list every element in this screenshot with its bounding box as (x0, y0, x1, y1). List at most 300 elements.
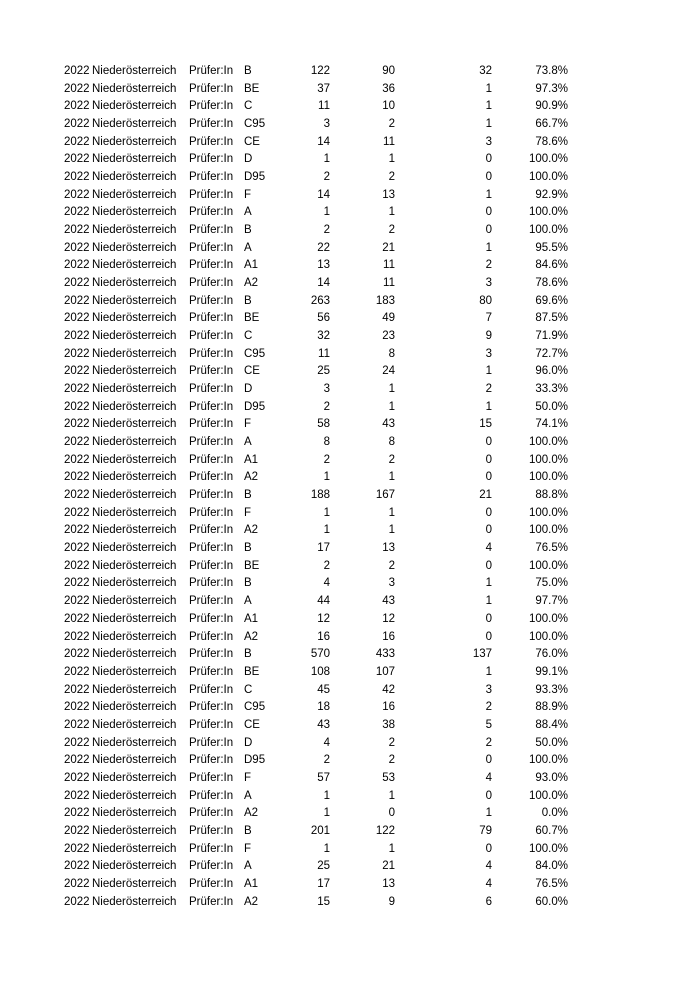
year-cell: 2022 (64, 542, 90, 555)
license-class-cell: A2 (244, 471, 259, 484)
pass-rate-cell: 76.0% (535, 648, 568, 661)
total-count-cell: 263 (310, 294, 330, 307)
role-cell: Prüfer:In (189, 118, 234, 131)
total-count-cell: 2 (323, 754, 330, 767)
total-count-cell: 2 (323, 559, 330, 572)
table-row (0, 646, 700, 664)
total-count-cell: 11 (318, 100, 330, 113)
year-cell: 2022 (64, 224, 90, 237)
region-cell: Niederösterreich (92, 630, 177, 643)
role-cell: Prüfer:In (189, 877, 234, 890)
total-count-cell: 1 (323, 524, 330, 537)
passed-count-cell: 11 (383, 259, 395, 272)
year-cell: 2022 (64, 171, 90, 184)
role-cell: Prüfer:In (189, 559, 234, 572)
passed-count-cell: 1 (388, 506, 395, 519)
failed-count-cell: 1 (485, 365, 492, 378)
total-count-cell: 3 (323, 383, 330, 396)
role-cell: Prüfer:In (189, 612, 234, 625)
license-class-cell: B (244, 824, 252, 837)
role-cell: Prüfer:In (189, 436, 234, 449)
pass-rate-cell: 100.0% (528, 612, 568, 625)
failed-count-cell: 2 (485, 383, 492, 396)
region-cell: Niederösterreich (92, 347, 177, 360)
total-count-cell: 14 (317, 188, 330, 201)
pass-rate-cell: 99.1% (535, 665, 568, 678)
region-cell: Niederösterreich (92, 400, 177, 413)
year-cell: 2022 (64, 665, 90, 678)
license-class-cell: C (244, 683, 253, 696)
failed-count-cell: 0 (485, 436, 492, 449)
table-row (0, 540, 700, 558)
region-cell: Niederösterreich (92, 135, 177, 148)
pass-rate-cell: 93.0% (535, 771, 568, 784)
region-cell: Niederösterreich (92, 489, 177, 502)
table-row (0, 204, 700, 222)
failed-count-cell: 4 (485, 771, 492, 784)
table-row (0, 346, 700, 364)
failed-count-cell: 2 (485, 259, 492, 272)
passed-count-cell: 90 (382, 65, 395, 77)
year-cell: 2022 (64, 771, 90, 784)
passed-count-cell: 43 (382, 595, 395, 608)
pass-rate-cell: 100.0% (528, 506, 568, 519)
passed-count-cell: 107 (375, 665, 395, 678)
pass-rate-cell: 72.7% (535, 347, 568, 360)
role-cell: Prüfer:In (189, 330, 234, 343)
failed-count-cell: 0 (485, 559, 492, 572)
pass-rate-cell: 71.9% (535, 330, 568, 343)
region-cell: Niederösterreich (92, 665, 177, 678)
table-row (0, 469, 700, 487)
total-count-cell: 1 (323, 506, 330, 519)
role-cell: Prüfer:In (189, 453, 234, 466)
table-row (0, 151, 700, 169)
passed-count-cell: 38 (382, 718, 395, 731)
failed-count-cell: 0 (485, 754, 492, 767)
pass-rate-cell: 92.9% (535, 188, 568, 201)
passed-count-cell: 43 (382, 418, 395, 431)
region-cell: Niederösterreich (92, 471, 177, 484)
license-class-cell: D95 (244, 171, 266, 184)
table-row (0, 63, 700, 81)
pass-rate-cell: 100.0% (528, 559, 568, 572)
passed-count-cell: 1 (388, 789, 395, 802)
pass-rate-cell: 78.6% (535, 277, 568, 290)
year-cell: 2022 (64, 736, 90, 749)
pass-rate-cell: 74.1% (535, 418, 568, 431)
failed-count-cell: 4 (485, 860, 492, 873)
failed-count-cell: 0 (485, 842, 492, 855)
pass-rate-cell: 76.5% (535, 877, 568, 890)
total-count-cell: 570 (310, 648, 330, 661)
year-cell: 2022 (64, 453, 90, 466)
passed-count-cell: 21 (382, 241, 395, 254)
passed-count-cell: 183 (375, 294, 395, 307)
role-cell: Prüfer:In (189, 206, 234, 219)
license-class-cell: A2 (244, 277, 259, 290)
role-cell: Prüfer:In (189, 789, 234, 802)
failed-count-cell: 1 (485, 665, 492, 678)
year-cell: 2022 (64, 595, 90, 608)
role-cell: Prüfer:In (189, 135, 234, 148)
region-cell: Niederösterreich (92, 365, 177, 378)
license-class-cell: A (244, 436, 252, 449)
passed-count-cell: 1 (388, 383, 395, 396)
pass-rate-cell: 96.0% (535, 365, 568, 378)
total-count-cell: 58 (317, 418, 330, 431)
total-count-cell: 3 (323, 118, 330, 131)
role-cell: Prüfer:In (189, 100, 234, 113)
year-cell: 2022 (64, 118, 90, 131)
passed-count-cell: 433 (375, 648, 395, 661)
year-cell: 2022 (64, 241, 90, 254)
passed-count-cell: 1 (388, 206, 395, 219)
total-count-cell: 201 (310, 824, 330, 837)
license-class-cell: A1 (244, 453, 259, 466)
role-cell: Prüfer:In (189, 895, 234, 908)
year-cell: 2022 (64, 153, 90, 166)
failed-count-cell: 0 (485, 612, 492, 625)
year-cell: 2022 (64, 842, 90, 855)
passed-count-cell: 13 (382, 542, 395, 555)
total-count-cell: 1 (323, 471, 330, 484)
region-cell: Niederösterreich (92, 807, 177, 820)
failed-count-cell: 2 (485, 736, 492, 749)
license-class-cell: F (244, 418, 252, 431)
region-cell: Niederösterreich (92, 683, 177, 696)
license-class-cell: D (244, 383, 253, 396)
passed-count-cell: 2 (388, 224, 395, 237)
table-row (0, 381, 700, 399)
role-cell: Prüfer:In (189, 277, 234, 290)
role-cell: Prüfer:In (189, 630, 234, 643)
license-class-cell: A1 (244, 612, 259, 625)
role-cell: Prüfer:In (189, 471, 234, 484)
region-cell: Niederösterreich (92, 312, 177, 325)
role-cell: Prüfer:In (189, 824, 234, 837)
total-count-cell: 2 (323, 224, 330, 237)
license-class-cell: F (244, 506, 252, 519)
passed-count-cell: 36 (382, 82, 395, 95)
year-cell: 2022 (64, 860, 90, 873)
passed-count-cell: 42 (382, 683, 395, 696)
pass-rate-cell: 33.3% (535, 383, 568, 396)
license-class-cell: A (244, 206, 252, 219)
passed-count-cell: 16 (382, 630, 395, 643)
failed-count-cell: 0 (485, 453, 492, 466)
role-cell: Prüfer:In (189, 259, 234, 272)
total-count-cell: 13 (317, 259, 330, 272)
passed-count-cell: 3 (388, 577, 395, 590)
passed-count-cell: 2 (388, 754, 395, 767)
failed-count-cell: 1 (485, 807, 492, 820)
license-class-cell: CE (244, 365, 260, 378)
table-row (0, 416, 700, 434)
table-row (0, 293, 700, 311)
role-cell: Prüfer:In (189, 506, 234, 519)
total-count-cell: 2 (323, 400, 330, 413)
region-cell: Niederösterreich (92, 701, 177, 714)
total-count-cell: 25 (317, 365, 330, 378)
total-count-cell: 57 (317, 771, 330, 784)
year-cell: 2022 (64, 895, 90, 908)
year-cell: 2022 (64, 648, 90, 661)
region-cell: Niederösterreich (92, 118, 177, 131)
passed-count-cell: 167 (375, 489, 395, 502)
region-cell: Niederösterreich (92, 824, 177, 837)
pass-rate-cell: 88.9% (535, 701, 568, 714)
pass-rate-cell: 97.3% (535, 82, 568, 95)
passed-count-cell: 13 (382, 188, 395, 201)
pass-rate-cell: 97.7% (535, 595, 568, 608)
table-row (0, 81, 700, 99)
role-cell: Prüfer:In (189, 82, 234, 95)
year-cell: 2022 (64, 418, 90, 431)
year-cell: 2022 (64, 789, 90, 802)
total-count-cell: 14 (317, 135, 330, 148)
region-cell: Niederösterreich (92, 241, 177, 254)
region-cell: Niederösterreich (92, 82, 177, 95)
year-cell: 2022 (64, 577, 90, 590)
passed-count-cell: 11 (383, 277, 395, 290)
table-row (0, 434, 700, 452)
role-cell: Prüfer:In (189, 294, 234, 307)
pass-rate-cell: 60.7% (535, 824, 568, 837)
spreadsheet-page (0, 63, 700, 911)
role-cell: Prüfer:In (189, 701, 234, 714)
license-class-cell: C95 (244, 118, 266, 131)
region-cell: Niederösterreich (92, 612, 177, 625)
failed-count-cell: 3 (485, 347, 492, 360)
failed-count-cell: 0 (485, 789, 492, 802)
failed-count-cell: 21 (479, 489, 492, 502)
year-cell: 2022 (64, 559, 90, 572)
pass-rate-cell: 88.8% (535, 489, 568, 502)
year-cell: 2022 (64, 206, 90, 219)
license-class-cell: C (244, 100, 253, 113)
year-cell: 2022 (64, 277, 90, 290)
role-cell: Prüfer:In (189, 648, 234, 661)
failed-count-cell: 0 (485, 171, 492, 184)
year-cell: 2022 (64, 259, 90, 272)
table-row (0, 240, 700, 258)
region-cell: Niederösterreich (92, 506, 177, 519)
license-class-cell: C (244, 330, 253, 343)
year-cell: 2022 (64, 312, 90, 325)
pass-rate-cell: 100.0% (528, 842, 568, 855)
passed-count-cell: 1 (388, 400, 395, 413)
failed-count-cell: 1 (485, 241, 492, 254)
failed-count-cell: 3 (485, 277, 492, 290)
license-class-cell: A2 (244, 807, 259, 820)
total-count-cell: 12 (317, 612, 330, 625)
table-row (0, 894, 700, 912)
year-cell: 2022 (64, 436, 90, 449)
year-cell: 2022 (64, 347, 90, 360)
pass-rate-cell: 100.0% (528, 453, 568, 466)
total-count-cell: 45 (317, 683, 330, 696)
region-cell: Niederösterreich (92, 100, 177, 113)
pass-rate-cell: 100.0% (528, 206, 568, 219)
role-cell: Prüfer:In (189, 312, 234, 325)
role-cell: Prüfer:In (189, 153, 234, 166)
table-row (0, 275, 700, 293)
table-row (0, 611, 700, 629)
license-class-cell: B (244, 489, 252, 502)
role-cell: Prüfer:In (189, 347, 234, 360)
region-cell: Niederösterreich (92, 153, 177, 166)
total-count-cell: 32 (317, 330, 330, 343)
total-count-cell: 17 (317, 542, 330, 555)
failed-count-cell: 6 (485, 895, 492, 908)
pass-rate-cell: 100.0% (528, 224, 568, 237)
region-cell: Niederösterreich (92, 277, 177, 290)
total-count-cell: 56 (317, 312, 330, 325)
license-class-cell: CE (244, 135, 260, 148)
license-class-cell: B (244, 224, 252, 237)
pass-rate-cell: 50.0% (535, 736, 568, 749)
pass-rate-cell: 84.0% (535, 860, 568, 873)
table-row (0, 575, 700, 593)
pass-rate-cell: 0.0% (541, 807, 568, 820)
role-cell: Prüfer:In (189, 188, 234, 201)
role-cell: Prüfer:In (189, 736, 234, 749)
table-row (0, 788, 700, 806)
license-class-cell: CE (244, 718, 260, 731)
region-cell: Niederösterreich (92, 718, 177, 731)
passed-count-cell: 0 (388, 807, 395, 820)
failed-count-cell: 137 (472, 648, 492, 661)
table-row (0, 735, 700, 753)
region-cell: Niederösterreich (92, 877, 177, 890)
region-cell: Niederösterreich (92, 453, 177, 466)
passed-count-cell: 2 (388, 736, 395, 749)
failed-count-cell: 2 (485, 701, 492, 714)
total-count-cell: 122 (310, 65, 330, 77)
license-class-cell: D (244, 153, 253, 166)
license-class-cell: F (244, 842, 252, 855)
passed-count-cell: 8 (388, 347, 395, 360)
total-count-cell: 1 (323, 842, 330, 855)
table-row (0, 858, 700, 876)
table-row (0, 841, 700, 859)
pass-rate-cell: 100.0% (528, 171, 568, 184)
failed-count-cell: 15 (479, 418, 492, 431)
pass-rate-cell: 76.5% (535, 542, 568, 555)
total-count-cell: 17 (317, 877, 330, 890)
license-class-cell: C95 (244, 347, 266, 360)
table-row (0, 169, 700, 187)
license-class-cell: BE (244, 82, 260, 95)
total-count-cell: 1 (323, 807, 330, 820)
role-cell: Prüfer:In (189, 577, 234, 590)
failed-count-cell: 0 (485, 524, 492, 537)
table-row (0, 876, 700, 894)
role-cell: Prüfer:In (189, 489, 234, 502)
role-cell: Prüfer:In (189, 400, 234, 413)
pass-rate-cell: 73.8% (535, 65, 568, 77)
passed-count-cell: 49 (382, 312, 395, 325)
passed-count-cell: 23 (382, 330, 395, 343)
passed-count-cell: 12 (382, 612, 395, 625)
license-class-cell: BE (244, 665, 260, 678)
table-row (0, 717, 700, 735)
role-cell: Prüfer:In (189, 224, 234, 237)
total-count-cell: 11 (318, 347, 330, 360)
license-class-cell: B (244, 542, 252, 555)
license-class-cell: A2 (244, 630, 259, 643)
license-class-cell: F (244, 771, 252, 784)
region-cell: Niederösterreich (92, 330, 177, 343)
table-row (0, 522, 700, 540)
year-cell: 2022 (64, 612, 90, 625)
table-row (0, 310, 700, 328)
license-class-cell: BE (244, 312, 260, 325)
license-class-cell: F (244, 188, 252, 201)
year-cell: 2022 (64, 877, 90, 890)
passed-count-cell: 53 (382, 771, 395, 784)
passed-count-cell: 2 (388, 118, 395, 131)
region-cell: Niederösterreich (92, 595, 177, 608)
failed-count-cell: 4 (485, 877, 492, 890)
license-class-cell: D95 (244, 400, 266, 413)
license-class-cell: A1 (244, 877, 259, 890)
table-row (0, 593, 700, 611)
license-class-cell: A (244, 860, 252, 873)
total-count-cell: 25 (317, 860, 330, 873)
table-row (0, 699, 700, 717)
role-cell: Prüfer:In (189, 542, 234, 555)
license-class-cell: B (244, 577, 252, 590)
region-cell: Niederösterreich (92, 224, 177, 237)
region-cell: Niederösterreich (92, 648, 177, 661)
table-row (0, 222, 700, 240)
license-class-cell: C95 (244, 701, 266, 714)
pass-rate-cell: 100.0% (528, 630, 568, 643)
total-count-cell: 2 (323, 453, 330, 466)
year-cell: 2022 (64, 365, 90, 378)
pass-rate-cell: 100.0% (528, 471, 568, 484)
year-cell: 2022 (64, 400, 90, 413)
region-cell: Niederösterreich (92, 171, 177, 184)
table-row (0, 363, 700, 381)
region-cell: Niederösterreich (92, 294, 177, 307)
failed-count-cell: 1 (485, 577, 492, 590)
total-count-cell: 108 (310, 665, 330, 678)
role-cell: Prüfer:In (189, 771, 234, 784)
table-row (0, 752, 700, 770)
license-class-cell: A (244, 789, 252, 802)
failed-count-cell: 1 (485, 100, 492, 113)
pass-rate-cell: 60.0% (535, 895, 568, 908)
passed-count-cell: 24 (382, 365, 395, 378)
pass-rate-cell: 84.6% (535, 259, 568, 272)
failed-count-cell: 0 (485, 471, 492, 484)
pass-rate-cell: 90.9% (535, 100, 568, 113)
region-cell: Niederösterreich (92, 418, 177, 431)
failed-count-cell: 7 (485, 312, 492, 325)
failed-count-cell: 5 (485, 718, 492, 731)
year-cell: 2022 (64, 100, 90, 113)
failed-count-cell: 1 (485, 595, 492, 608)
role-cell: Prüfer:In (189, 383, 234, 396)
role-cell: Prüfer:In (189, 171, 234, 184)
license-class-cell: B (244, 648, 252, 661)
year-cell: 2022 (64, 506, 90, 519)
region-cell: Niederösterreich (92, 524, 177, 537)
table-row (0, 399, 700, 417)
